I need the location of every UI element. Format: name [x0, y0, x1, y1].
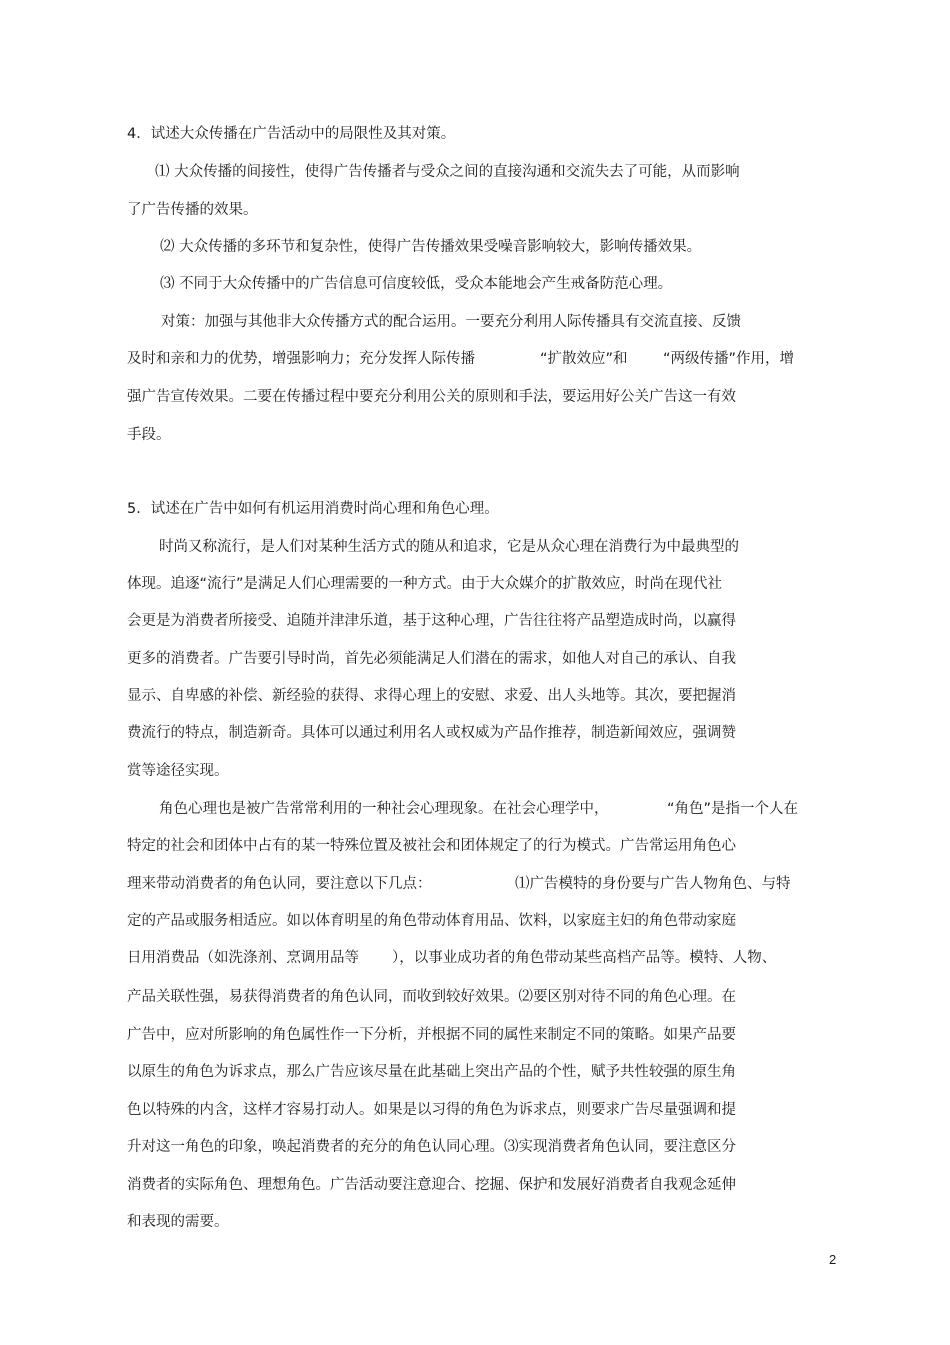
countermeasure-line-3: 强广告宣传效果。二要在传播过程中要充分利用公关的原则和手法，要运用好公关广告这一有效 — [127, 389, 736, 405]
role-line-12: 和表现的需要。 — [127, 1214, 229, 1230]
fashion-line-1: 时尚又称流行，是人们对某种生活方式的随从和追求，它是从众心理在消费行为中最典型的 — [159, 539, 739, 555]
fashion-line-4: 更多的消费者。广告要引导时尚，首先必须能满足人们潜在的需求，如他人对自己的承认、自我 — [127, 651, 736, 667]
fashion-line-3: 会更是为消费者所接受、追随并津津乐道，基于这种心理，广告往往将产品塑造成时尚，以赢得 — [127, 613, 736, 629]
paragraph-4-2: ⑵ 大众传播的多环节和复杂性，使得广告传播效果受噪音影响较大，影响传播效果。 — [160, 239, 702, 255]
role-line-1a: 角色心理也是被广告常常利用的一种社会心理现象。在社会心理学中， — [159, 801, 609, 817]
fashion-line-5: 显示、自卑感的补偿、新经验的获得、求得心理上的安慰、求爱、出人头地等。其次，要把握消 — [127, 688, 736, 704]
role-line-8: 以原生的角色为诉求点，那么广告应该尽量在此基础上突出产品的个性，赋予共性较强的原生角 — [127, 1064, 736, 1080]
role-line-6: 产品关联性强，易获得消费者的角色认同，而收到较好效果。⑵要区别对待不同的角色心理。在 — [127, 989, 736, 1005]
countermeasure-line-2a: 及时和亲和力的优势，增强影响力；充分发挥人际传播 — [127, 351, 475, 367]
paragraph-4-1-line-1: ⑴ 大众传播的间接性，使得广告传播者与受众之间的直接沟通和交流失去了可能，从而影响 — [155, 164, 740, 180]
countermeasure-line-1: 对策：加强与其他非大众传播方式的配合运用。一要充分利用人际传播具有交流直接、反馈 — [161, 314, 741, 330]
countermeasure-line-2b: “扩散效应”和 — [540, 351, 628, 367]
paragraph-4-3: ⑶ 不同于大众传播中的广告信息可信度较低，受众本能地会产生戒备防范心理。 — [160, 276, 673, 292]
role-line-5a: 日用消费品（如洗涤剂、烹调用品等 — [127, 950, 359, 966]
role-line-5b: ），以事业成功者的角色带动某些高档产品等。模特、人物、 — [392, 950, 777, 966]
role-line-11: 消费者的实际角色、理想角色。广告活动要注意迎合、挖掘、保护和发展好消费者自我观念延伸 — [127, 1177, 736, 1193]
role-line-9: 色以特殊的内含，这样才容易打动人。如果是以习得的角色为诉求点，则要求广告尽量强调和提 — [127, 1102, 736, 1118]
role-line-3b: ⑴广告模特的身份要与广告人物角色、与特 — [515, 876, 791, 892]
section-4-heading: 4．试述大众传播在广告活动中的局限性及其对策。 — [127, 126, 456, 142]
role-line-4: 定的产品或服务相适应。如以体育明星的角色带动体育用品、饮料，以家庭主妇的角色带动家庭 — [127, 913, 736, 929]
countermeasure-line-4: 手段。 — [127, 427, 171, 443]
fashion-line-2: 体现。追逐“流行”是满足人们心理需要的一种方式。由于大众媒介的扩散效应，时尚在现代社 — [127, 576, 723, 592]
role-line-7: 广告中，应对所影响的角色属性作一下分析，并根据不同的属性来制定不同的策略。如果产品要 — [127, 1027, 736, 1043]
fashion-line-7: 赏等途径实现。 — [127, 763, 229, 779]
page-number: 2 — [829, 1252, 837, 1267]
role-line-3a: 理来带动消费者的角色认同，要注意以下几点： — [127, 876, 432, 892]
paragraph-4-1-line-2: 了广告传播的效果。 — [127, 202, 258, 218]
fashion-line-6: 费流行的特点，制造新奇。具体可以通过利用名人或权威为产品作推荐，制造新闻效应，强调赞 — [127, 725, 736, 741]
role-line-2: 特定的社会和团体中占有的某一特殊位置及被社会和团体规定了的行为模式。广告常运用角色心 — [127, 838, 736, 854]
section-5-heading: 5．试述在广告中如何有机运用消费时尚心理和角色心理。 — [127, 501, 499, 517]
role-line-10: 升对这一角色的印象，唤起消费者的充分的角色认同心理。⑶实现消费者角色认同，要注意区分 — [127, 1139, 736, 1155]
countermeasure-line-2c: “两级传播”作用，增 — [663, 351, 795, 367]
role-line-1b: “角色”是指一个人在 — [667, 801, 799, 817]
